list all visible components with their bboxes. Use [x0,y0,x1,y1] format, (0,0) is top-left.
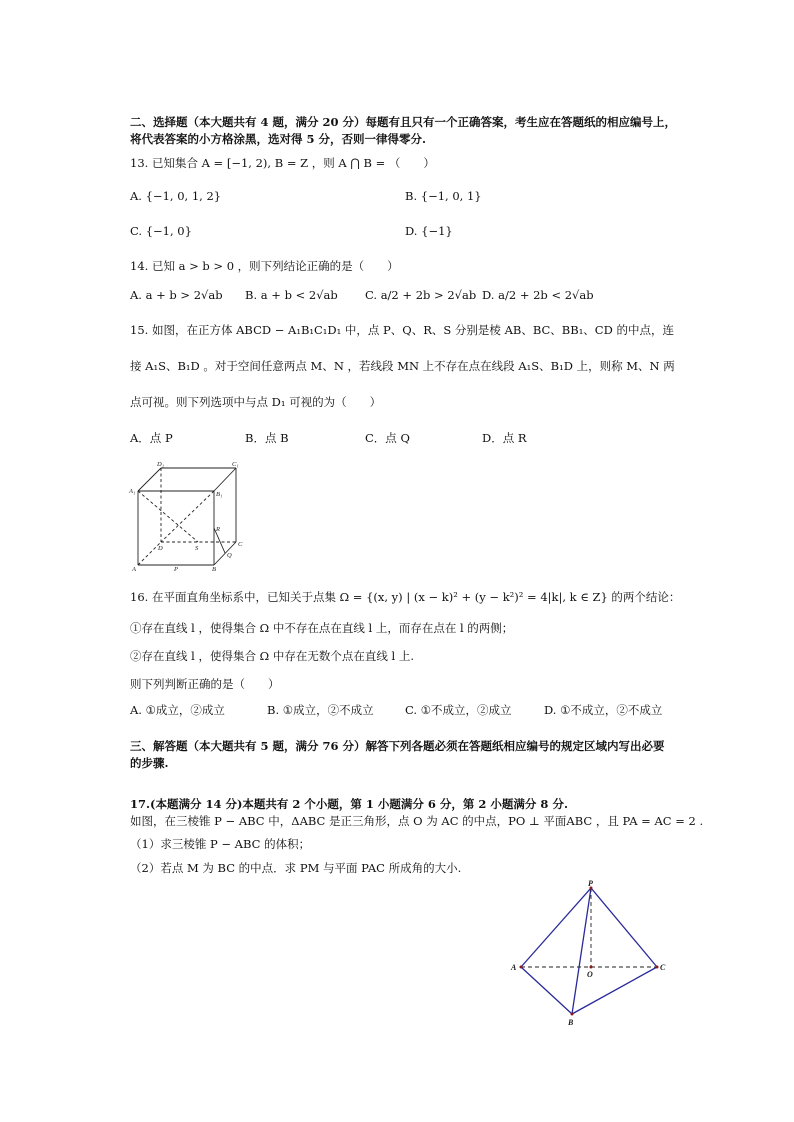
q13-option-c: C. {−1, 0} [130,224,192,238]
q14-option-b: B. a + b < 2√ab [245,288,338,302]
cube-label-d1: D₁ [157,461,164,468]
cube-label-c: C [238,541,243,548]
cube-label-a1: A₁ [129,488,136,495]
q15-line1: 15. 如图，在正方体 ABCD − A₁B₁C₁D₁ 中，点 P、Q、R、S 分别是棱 AB、BC、BB₁、CD 的中点，连 [130,323,674,337]
q16-option-d: D. ①不成立，②不成立 [544,703,663,717]
tetra-label-c: C [660,963,666,972]
section2-heading-line1: 二、选择题（本大题共有 4 题，满分 20 分）每题有且只有一个正确答案，考生应在答题纸的相应编号上， [130,115,677,129]
q13-option-b: B. {−1, 0, 1} [405,189,482,203]
cube-label-b: B [212,566,216,573]
tetra-label-b: B [568,1018,574,1027]
section3-heading-line2: 的步骤. [130,756,169,770]
cube-label-c1: C₁ [232,461,239,468]
q14-option-c: C. a/2 + 2b > 2√ab [365,288,477,302]
q14-stem: 14. 已知 a > b > 0 ，则下列结论正确的是（ ） [130,259,399,273]
q16-option-b: B. ①成立，②不成立 [267,703,374,717]
q13-option-a: A. {−1, 0, 1, 2} [130,189,222,203]
tetrahedron-figure [508,880,678,1030]
tetra-label-p: P [588,880,593,888]
cube-label-p: P [174,566,178,573]
q17-header: 17.(本题满分 14 分)本题共有 2 个小题，第 1 小题满分 6 分，第 2 小题满分 8 分. [130,797,568,811]
q16-conclusion-2: ②存在直线 l ，使得集合 Ω 中存在无数个点在直线 l 上. [130,649,414,663]
q16-option-c: C. ①不成立，②成立 [405,703,512,717]
q15-line2: 接 A₁S、B₁D 。对于空间任意两点 M、N ，若线段 MN 上不存在点在线段 A₁S、B₁D 上，则称 M、N 两 [130,359,675,373]
q16-ask: 则下列判断正确的是（ ） [130,677,280,691]
q16-conclusion-1: ①存在直线 l ，使得集合 Ω 中不存在点在直线 l 上，而存在点在 l 的两侧； [130,621,514,635]
q13-stem: 13. 已知集合 A = [−1, 2), B = Z ，则 A ⋂ B = （ ） [130,156,435,170]
section2-heading-line2: 将代表答案的小方格涂黑，选对得 5 分，否则一律得零分. [130,132,427,146]
q17-stem: 如图，在三棱锥 P − ABC 中，ΔABC 是正三角形，点 O 为 AC 的中点，PO ⊥ 平面ABC ，且 PA = AC = 2 . [130,814,704,828]
q17-part-1: （1）求三棱锥 P − ABC 的体积； [130,837,311,851]
q15-option-c: C．点 Q [365,431,410,445]
tetra-label-a: A [511,963,517,972]
q15-option-d: D．点 R [482,431,527,445]
q15-line3: 点可视。则下列选项中与点 D₁ 可视的为（ ） [130,395,382,409]
cube-label-d: D [158,545,163,552]
q14-option-a: A. a + b > 2√ab [130,288,223,302]
cube-label-s: S [195,545,199,552]
cube-label-a: A [132,566,136,573]
cube-label-b1: B₁ [216,491,223,498]
cube-label-r: R [216,526,220,533]
section3-heading-line1: 三、解答题（本大题共有 5 题，满分 76 分）解答下列各题必须在答题纸相应编号的规定区域内写出必要 [130,739,665,753]
q15-option-b: B．点 B [245,431,289,445]
tetra-label-o: O [587,970,593,979]
q14-option-d: D. a/2 + 2b < 2√ab [482,288,594,302]
q16-option-a: A. ①成立，②成立 [130,703,225,717]
q16-stem: 16. 在平面直角坐标系中，已知关于点集 Ω = {(x, y) | (x − k)² + (y − k²)² = 4|k|, k ∈ Z} 的两个结论： [130,590,681,604]
q15-option-a: A．点 P [130,431,173,445]
q13-option-d: D. {−1} [405,224,453,238]
q17-part-2: （2）若点 M 为 BC 的中点．求 PM 与平面 PAC 所成角的大小. [130,861,462,875]
cube-figure [128,458,253,573]
cube-label-q: Q [227,552,232,559]
